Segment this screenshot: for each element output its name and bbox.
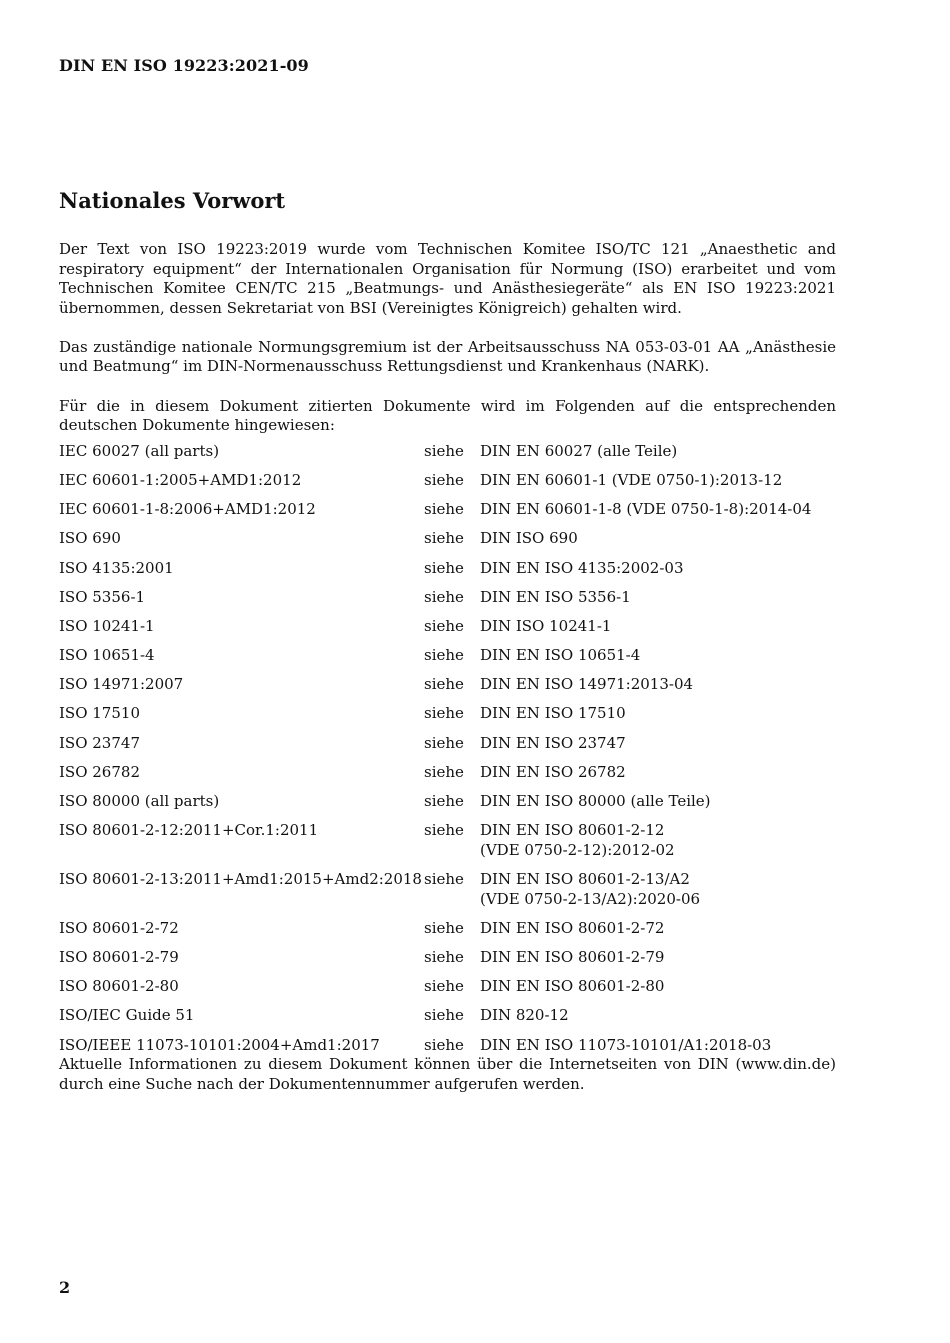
- reference-see-label: siehe: [424, 977, 464, 996]
- reference-target: [480, 588, 836, 617]
- reference-source: ISO 80000 (all parts): [59, 792, 220, 810]
- reference-source: IEC 60027 (all parts): [59, 441, 220, 460]
- reference-see-label: siehe: [424, 646, 464, 665]
- reference-target-line-2: (VDE 0750-2-13/A2):2020-06: [480, 889, 701, 908]
- reference-see-label: siehe: [424, 1006, 464, 1025]
- reference-source: ISO 80601-2-12:2011+Cor.1:2011: [59, 821, 319, 840]
- reference-target-line: DIN EN 60601-1 (VDE 0750-1):2013-12: [480, 470, 783, 489]
- foreword-paragraph-1: Der Text von ISO 19223:2019 wurde vom Technischen Komitee ISO/TC 121 „Anaesthetic and respiratory equipment“ der Internationalen Organisation für Normung (ISO) erarbeitet und vom Technischen Komitee CEN/TC 215 „Beatmungs- und Anästhesiegeräte“ als EN ISO 19223:2021 übernommen, dessen Sekretariat von BSI (Vereinigtes Königreich) gehalten wird.: [59, 240, 836, 317]
- reference-target-line: DIN EN ISO 80601-2-80: [480, 977, 665, 996]
- reference-row: [59, 734, 836, 763]
- reference-target: [480, 529, 836, 558]
- reference-row: [59, 792, 836, 821]
- reference-target-line: DIN EN 60027 (alle Teile): [480, 441, 678, 460]
- reference-target: [480, 1006, 836, 1035]
- reference-target: [480, 442, 836, 471]
- reference-target-line: DIN ISO 10241-1: [480, 616, 612, 635]
- reference-see-label: siehe: [424, 869, 464, 888]
- reference-row: [59, 646, 836, 675]
- reference-target-line: DIN EN ISO 23747: [480, 733, 626, 752]
- reference-source: ISO 10241-1: [59, 616, 155, 635]
- reference-target-line: DIN EN ISO 14971:2013-04: [480, 675, 694, 694]
- reference-see-label: siehe: [424, 918, 464, 937]
- reference-see-label: siehe: [424, 821, 464, 840]
- reference-row: [59, 500, 836, 529]
- reference-target-line: DIN EN ISO 5356-1: [480, 587, 631, 606]
- reference-target: [480, 870, 836, 919]
- document-id-header: DIN EN ISO 19223:2021-09: [59, 56, 309, 75]
- reference-source: IEC 60601-1-8:2006+AMD1:2012: [59, 500, 316, 519]
- reference-source: ISO 80601-2-79: [59, 947, 179, 966]
- reference-target-line: DIN EN ISO 17510: [480, 704, 626, 723]
- reference-target: [480, 704, 836, 733]
- reference-target-line: DIN EN ISO 11073-10101/A1:2018-03: [480, 1035, 772, 1054]
- reference-see-label: siehe: [424, 947, 464, 966]
- reference-row: [59, 821, 836, 870]
- reference-see-label: siehe: [424, 762, 464, 781]
- reference-target: [480, 734, 836, 763]
- foreword-body: [59, 240, 836, 1094]
- reference-target-line-2: (VDE 0750-2-12):2012-02: [480, 840, 675, 859]
- reference-target: [480, 821, 836, 870]
- reference-see-label: siehe: [424, 558, 464, 577]
- reference-see-label: siehe: [424, 792, 464, 810]
- reference-target: [480, 948, 836, 977]
- reference-target-line: DIN EN ISO 80601-2-13/A2: [480, 869, 690, 888]
- reference-see-label: siehe: [424, 441, 464, 460]
- reference-row: [59, 1006, 836, 1035]
- reference-target-line: DIN EN ISO 80000 (alle Teile): [480, 792, 711, 810]
- section-title: Nationales Vorwort: [59, 188, 286, 213]
- page-number: 2: [59, 1278, 71, 1297]
- reference-row: [59, 977, 836, 1006]
- reference-table: [59, 442, 836, 1055]
- reference-source: ISO/IEEE 11073-10101:2004+Amd1:2017: [59, 1035, 380, 1054]
- reference-target: [480, 471, 836, 500]
- reference-target: [480, 675, 836, 704]
- reference-target-line: DIN EN ISO 80601-2-12: [480, 821, 665, 840]
- reference-source: ISO 80601-2-72: [59, 918, 179, 937]
- reference-row: [59, 442, 836, 471]
- reference-target-line: DIN EN 60601-1-8 (VDE 0750-1-8):2014-04: [480, 500, 812, 519]
- footer-note: Aktuelle Informationen zu diesem Dokument können über die Internetseiten von DIN (www.din.de) durch eine Suche nach der Dokumentennummer aufgerufen werden.: [59, 1055, 836, 1093]
- reference-see-label: siehe: [424, 675, 464, 694]
- reference-source: ISO 80601-2-80: [59, 977, 179, 996]
- reference-target: [480, 500, 836, 529]
- reference-target: [480, 559, 836, 588]
- reference-source: ISO 80601-2-13:2011+Amd1:2015+Amd2:2018: [59, 869, 422, 888]
- reference-source: ISO 14971:2007: [59, 675, 184, 694]
- reference-target-line: DIN EN ISO 80601-2-79: [480, 947, 665, 966]
- foreword-paragraph-2: Das zuständige nationale Normungsgremium ist der Arbeitsausschuss NA 053-03-01 AA „Anästhesie und Beatmung“ im DIN-Normenausschuss Rettungsdienst und Krankenhaus (NARK).: [59, 337, 836, 376]
- reference-target-line: DIN EN ISO 4135:2002-03: [480, 558, 684, 577]
- reference-see-label: siehe: [424, 529, 464, 548]
- reference-target: [480, 919, 836, 948]
- reference-row: [59, 559, 836, 588]
- reference-target-line: DIN 820-12: [480, 1006, 569, 1025]
- reference-source: ISO 5356-1: [59, 587, 146, 606]
- reference-see-label: siehe: [424, 733, 464, 752]
- reference-source: ISO 690: [59, 529, 121, 548]
- reference-row: [59, 471, 836, 500]
- foreword-paragraph-3: Für die in diesem Dokument zitierten Dokumente wird im Folgenden auf die entsprechenden deutschen Dokumente hingewiesen:: [59, 396, 836, 435]
- reference-source: IEC 60601-1:2005+AMD1:2012: [59, 470, 302, 489]
- reference-see-label: siehe: [424, 500, 464, 519]
- reference-row: [59, 675, 836, 704]
- reference-target: [480, 646, 836, 675]
- reference-row: [59, 529, 836, 558]
- reference-row: [59, 870, 836, 919]
- reference-row: [59, 763, 836, 792]
- reference-see-label: siehe: [424, 1035, 464, 1054]
- reference-row: [59, 704, 836, 733]
- reference-target: [480, 617, 836, 646]
- reference-see-label: siehe: [424, 704, 464, 723]
- reference-source: ISO 23747: [59, 733, 140, 752]
- reference-target: [480, 977, 836, 1006]
- reference-source: ISO/IEC Guide 51: [59, 1006, 195, 1025]
- reference-target-line: DIN EN ISO 10651-4: [480, 646, 641, 665]
- reference-row: [59, 948, 836, 977]
- reference-target: [480, 792, 836, 821]
- reference-source: ISO 17510: [59, 704, 140, 723]
- reference-source: ISO 26782: [59, 762, 140, 781]
- reference-see-label: siehe: [424, 616, 464, 635]
- reference-row: [59, 1036, 836, 1056]
- reference-target-line: DIN EN ISO 80601-2-72: [480, 918, 665, 937]
- reference-source: ISO 10651-4: [59, 646, 155, 665]
- reference-target-line: DIN EN ISO 26782: [480, 762, 626, 781]
- reference-row: [59, 588, 836, 617]
- reference-row: [59, 919, 836, 948]
- reference-target: [480, 1036, 836, 1056]
- reference-see-label: siehe: [424, 587, 464, 606]
- reference-target-line: DIN ISO 690: [480, 529, 578, 548]
- reference-source: ISO 4135:2001: [59, 558, 174, 577]
- reference-row: [59, 617, 836, 646]
- reference-see-label: siehe: [424, 470, 464, 489]
- reference-target: [480, 763, 836, 792]
